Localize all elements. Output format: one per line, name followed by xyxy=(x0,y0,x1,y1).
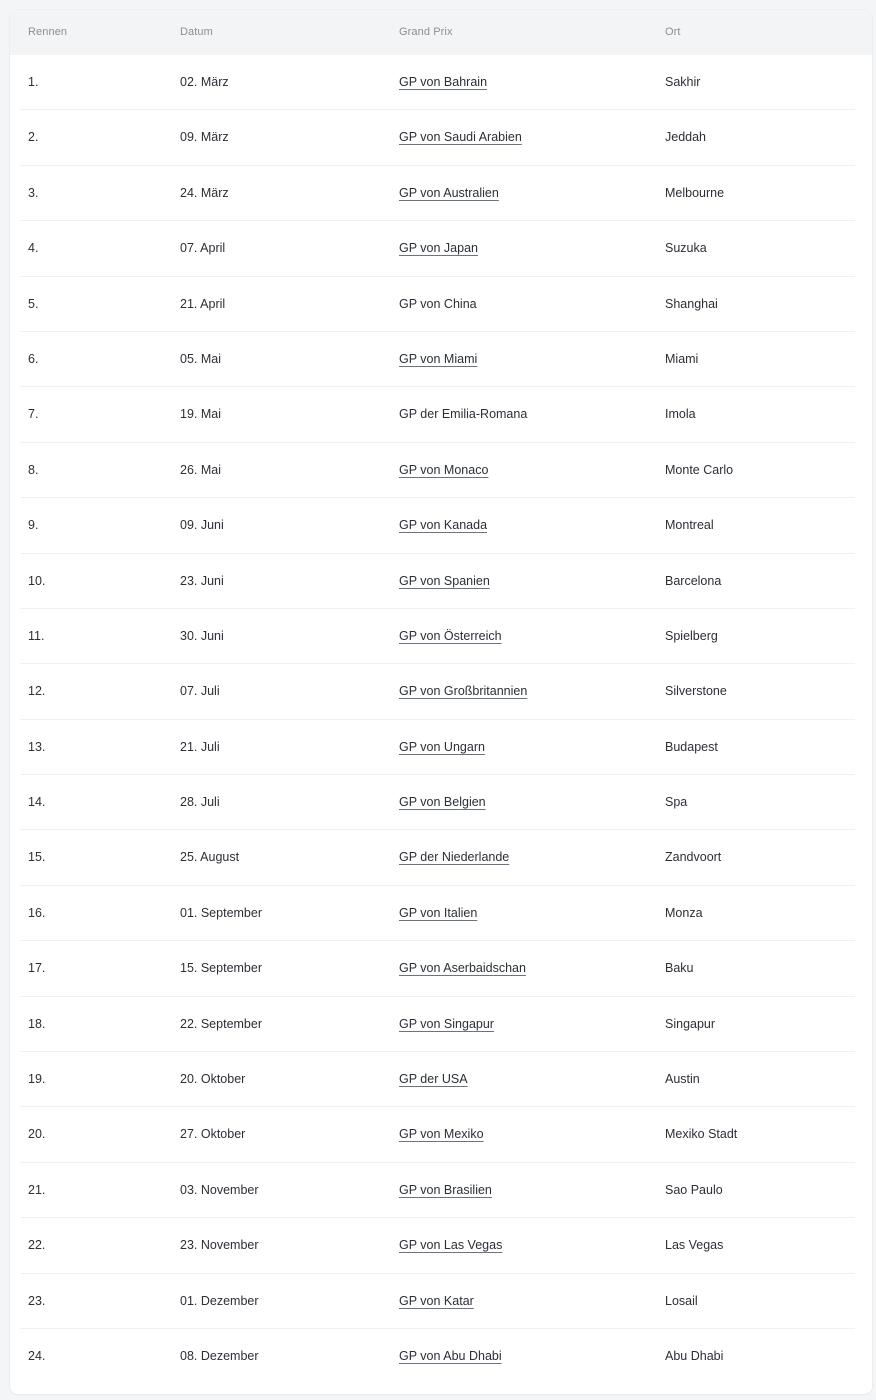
cell-datum: 08. Dezember xyxy=(180,1348,259,1363)
cell-rennen: 22. xyxy=(28,1238,46,1253)
header-datum: Datum xyxy=(180,26,213,38)
cell-ort: Miami xyxy=(665,351,699,366)
cell-rennen: 6. xyxy=(28,351,39,366)
cell-grand-prix xyxy=(399,1107,484,1162)
cell-datum: 24. März xyxy=(180,185,229,200)
cell-ort: Mexiko Stadt xyxy=(665,1127,738,1142)
cell-rennen: 7. xyxy=(28,407,39,422)
cell-grand-prix xyxy=(399,498,487,553)
grand-prix-name: GP der Emilia-Romana xyxy=(399,407,528,422)
cell-grand-prix xyxy=(399,443,488,498)
grand-prix-link[interactable]: GP der USA xyxy=(399,1072,468,1087)
cell-ort: Sakhir xyxy=(665,75,701,89)
cell-rennen: 20. xyxy=(28,1127,46,1142)
grand-prix-link[interactable]: GP von Ungarn xyxy=(399,739,485,754)
grand-prix-link[interactable]: GP von Saudi Arabien xyxy=(399,130,522,145)
cell-datum: 21. Juli xyxy=(180,739,220,754)
cell-ort: Baku xyxy=(665,961,694,976)
grand-prix-link[interactable]: GP von Bahrain xyxy=(399,75,488,89)
header-grand-prix: Grand Prix xyxy=(399,26,453,38)
grand-prix-link[interactable]: GP von Australien xyxy=(399,185,499,200)
grand-prix-link[interactable]: GP von Italien xyxy=(399,905,478,920)
grand-prix-link[interactable]: GP von Japan xyxy=(399,241,478,256)
cell-datum: 28. Juli xyxy=(180,795,220,810)
cell-grand-prix xyxy=(399,1218,502,1273)
cell-datum: 21. April xyxy=(180,296,226,311)
cell-datum: 25. August xyxy=(180,850,240,865)
cell-ort: Suzuka xyxy=(665,241,707,256)
cell-ort: Las Vegas xyxy=(665,1238,724,1253)
grand-prix-link[interactable]: GP von Kanada xyxy=(399,518,488,533)
cell-ort: Silverstone xyxy=(665,684,727,699)
cell-datum: 15. September xyxy=(180,961,262,976)
grand-prix-link[interactable]: GP von Katar xyxy=(399,1293,474,1308)
cell-grand-prix xyxy=(399,55,487,110)
grand-prix-link[interactable]: GP von Singapur xyxy=(399,1016,494,1031)
table-row xyxy=(20,1107,855,1162)
table-row xyxy=(20,1163,855,1218)
cell-ort: Losail xyxy=(665,1293,698,1308)
cell-ort: Monza xyxy=(665,905,703,920)
cell-datum: 01. Dezember xyxy=(180,1293,259,1308)
cell-ort: Sao Paulo xyxy=(665,1182,723,1197)
table-row xyxy=(20,1274,855,1329)
cell-ort: Spielberg xyxy=(665,628,718,643)
cell-ort: Zandvoort xyxy=(665,850,722,865)
grand-prix-link[interactable]: GP von Spanien xyxy=(399,573,490,588)
cell-rennen: 24. xyxy=(28,1348,46,1363)
table-row xyxy=(20,277,855,332)
table-row xyxy=(20,664,855,719)
cell-ort: Monte Carlo xyxy=(665,462,734,477)
table-row xyxy=(20,941,855,996)
cell-grand-prix xyxy=(399,997,494,1052)
grand-prix-link[interactable]: GP von Abu Dhabi xyxy=(399,1348,502,1363)
table-row xyxy=(20,387,855,442)
cell-rennen: 5. xyxy=(28,296,39,311)
grand-prix-link[interactable]: GP der Niederlande xyxy=(399,850,510,865)
cell-datum: 30. Juni xyxy=(180,628,224,643)
cell-datum: 23. November xyxy=(180,1238,259,1253)
race-calendar-table xyxy=(10,10,872,1394)
cell-grand-prix xyxy=(399,664,527,719)
cell-ort: Spa xyxy=(665,795,688,810)
cell-ort: Melbourne xyxy=(665,185,725,200)
grand-prix-link[interactable]: GP von Österreich xyxy=(399,628,502,643)
cell-rennen: 2. xyxy=(28,130,39,145)
cell-datum: 07. April xyxy=(180,241,226,256)
grand-prix-link[interactable]: GP von Las Vegas xyxy=(399,1238,503,1253)
cell-ort: Austin xyxy=(665,1072,700,1087)
table-body xyxy=(20,55,855,1384)
cell-ort: Abu Dhabi xyxy=(665,1348,724,1363)
header-rennen: Rennen xyxy=(28,26,68,38)
cell-rennen: 9. xyxy=(28,518,39,533)
cell-ort: Imola xyxy=(665,407,696,422)
cell-datum: 27. Oktober xyxy=(180,1127,246,1142)
cell-grand-prix xyxy=(399,720,485,775)
table-row xyxy=(20,498,855,553)
table-row xyxy=(20,997,855,1052)
cell-rennen: 15. xyxy=(28,850,46,865)
cell-grand-prix xyxy=(399,387,527,442)
cell-grand-prix xyxy=(399,830,509,885)
cell-grand-prix xyxy=(399,277,477,332)
cell-datum: 19. Mai xyxy=(180,407,221,422)
grand-prix-link[interactable]: GP von Brasilien xyxy=(399,1182,492,1197)
grand-prix-link[interactable]: GP von Miami xyxy=(399,351,478,366)
grand-prix-link[interactable]: GP von Mexiko xyxy=(399,1127,484,1142)
cell-rennen: 13. xyxy=(28,739,46,754)
grand-prix-link[interactable]: GP von Belgien xyxy=(399,795,486,810)
cell-grand-prix xyxy=(399,110,522,165)
cell-datum: 03. November xyxy=(180,1182,259,1197)
cell-grand-prix xyxy=(399,221,478,276)
table-row xyxy=(20,166,855,221)
cell-grand-prix xyxy=(399,1163,492,1218)
cell-ort: Shanghai xyxy=(665,296,718,311)
table-row xyxy=(20,720,855,775)
cell-rennen: 16. xyxy=(28,905,46,920)
table-row xyxy=(20,775,855,830)
cell-ort: Barcelona xyxy=(665,573,722,588)
cell-datum: 07. Juli xyxy=(180,684,220,699)
table-row xyxy=(20,1052,855,1107)
cell-datum: 05. Mai xyxy=(180,351,221,366)
table-row xyxy=(20,1329,855,1384)
table-row xyxy=(20,443,855,498)
table-row xyxy=(20,1218,855,1273)
table-row xyxy=(20,221,855,276)
cell-grand-prix xyxy=(399,1274,474,1329)
table-row xyxy=(20,55,855,110)
table-row xyxy=(20,609,855,664)
cell-grand-prix xyxy=(399,609,502,664)
cell-datum: 23. Juni xyxy=(180,573,224,588)
table-row xyxy=(20,110,855,165)
cell-rennen: 8. xyxy=(28,462,39,477)
cell-grand-prix xyxy=(399,1329,502,1384)
cell-datum: 22. September xyxy=(180,1016,262,1031)
grand-prix-name: GP von China xyxy=(399,296,477,311)
cell-rennen: 11. xyxy=(28,628,45,643)
cell-datum: 20. Oktober xyxy=(180,1072,246,1087)
table-header xyxy=(10,10,872,55)
cell-rennen: 21. xyxy=(28,1182,46,1197)
cell-ort: Montreal xyxy=(665,518,714,533)
cell-datum: 02. März xyxy=(180,75,229,89)
cell-grand-prix xyxy=(399,941,526,996)
cell-grand-prix xyxy=(399,775,486,830)
cell-rennen: 14. xyxy=(28,795,46,810)
cell-rennen: 18. xyxy=(28,1016,46,1031)
cell-rennen: 10. xyxy=(28,573,46,588)
cell-grand-prix xyxy=(399,1052,468,1107)
table-row xyxy=(20,554,855,609)
cell-grand-prix xyxy=(399,554,490,609)
cell-rennen: 12. xyxy=(28,684,46,699)
cell-rennen: 23. xyxy=(28,1293,46,1308)
cell-ort: Jeddah xyxy=(665,130,707,145)
grand-prix-link[interactable]: GP von Großbritannien xyxy=(399,684,528,699)
grand-prix-link[interactable]: GP von Monaco xyxy=(399,462,489,477)
cell-grand-prix xyxy=(399,332,477,387)
cell-rennen: 19. xyxy=(28,1072,46,1087)
cell-grand-prix xyxy=(399,166,499,221)
cell-grand-prix xyxy=(399,886,477,941)
header-ort: Ort xyxy=(665,26,681,38)
table-row xyxy=(20,830,855,885)
cell-datum: 09. März xyxy=(180,130,229,145)
cell-rennen: 4. xyxy=(28,241,39,256)
cell-rennen: 17. xyxy=(28,961,46,976)
cell-rennen: 3. xyxy=(28,185,39,200)
cell-datum: 26. Mai xyxy=(180,462,221,477)
cell-ort: Budapest xyxy=(665,739,718,754)
cell-rennen: 1. xyxy=(28,75,39,89)
table-row xyxy=(20,886,855,941)
grand-prix-link[interactable]: GP von Aserbaidschan xyxy=(399,961,526,976)
cell-datum: 09. Juni xyxy=(180,518,224,533)
cell-datum: 01. September xyxy=(180,905,262,920)
cell-ort: Singapur xyxy=(665,1016,716,1031)
table-row xyxy=(20,332,855,387)
